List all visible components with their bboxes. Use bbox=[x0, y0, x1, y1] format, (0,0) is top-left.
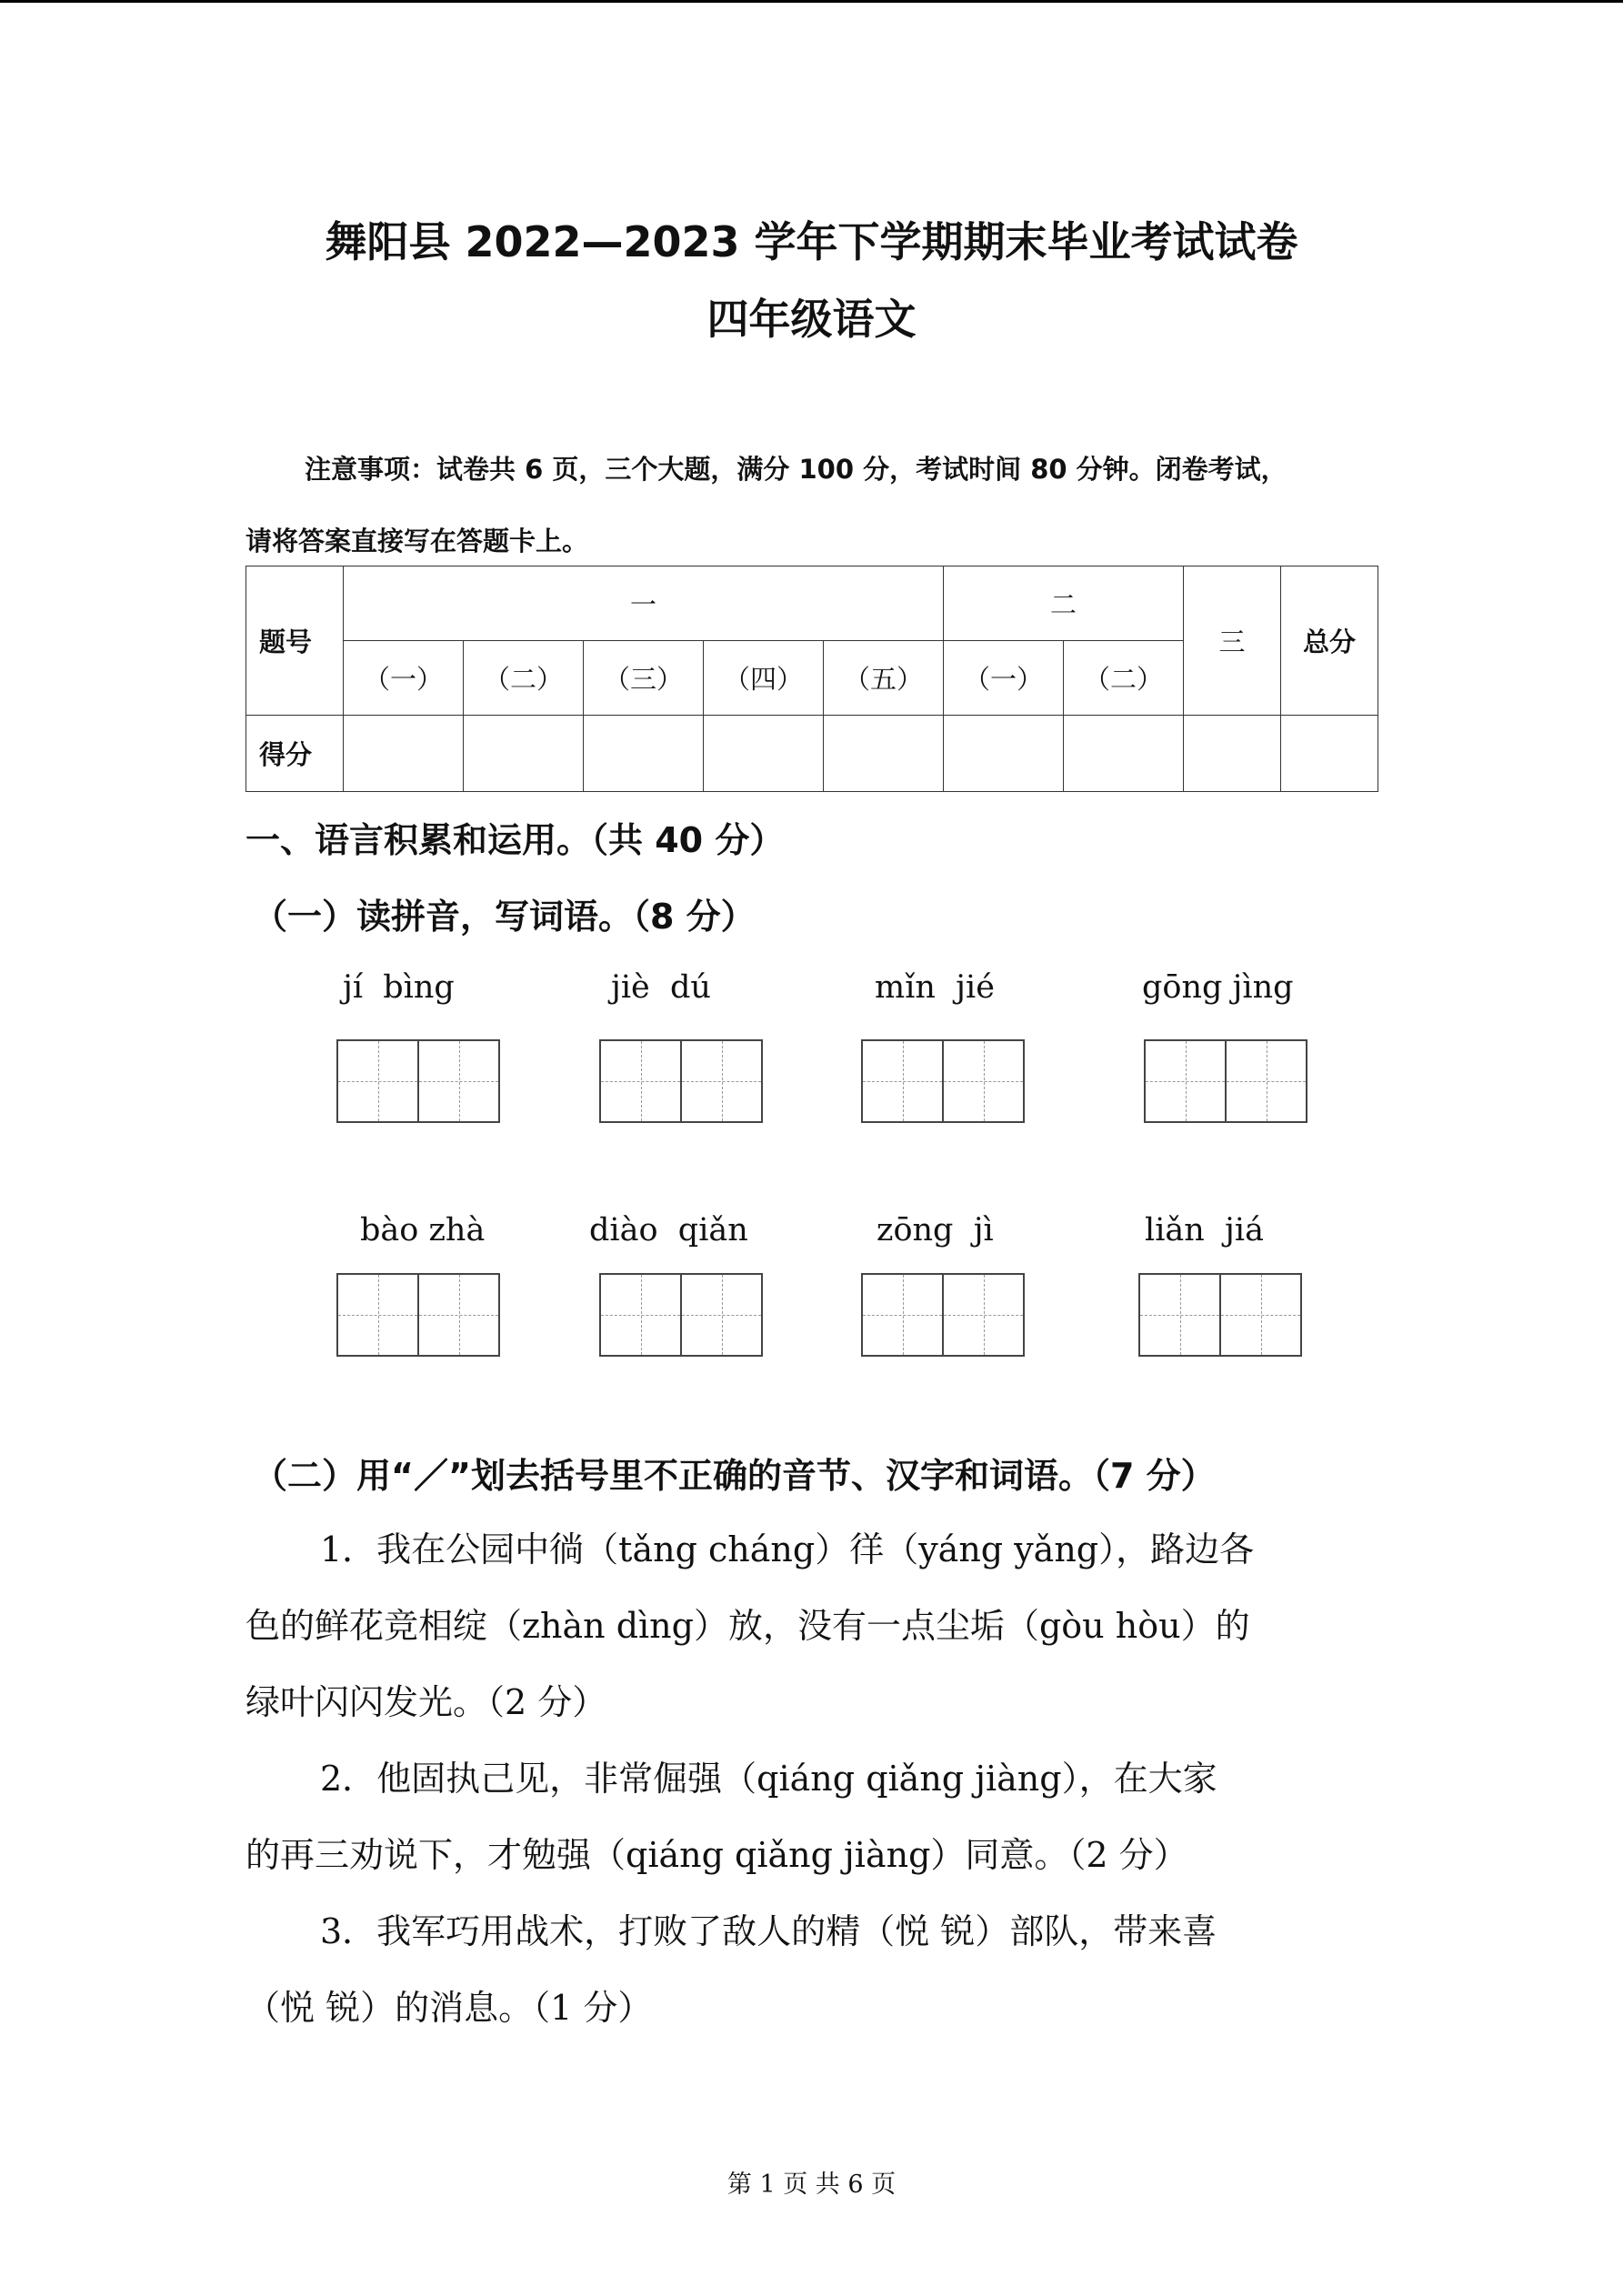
notice-line-1: 注意事项：试卷共 6 页，三个大题，满分 100 分，考试时间 80 分钟。闭卷考试， bbox=[305, 454, 1287, 485]
writing-grid[interactable] bbox=[336, 1273, 500, 1357]
section-1-heading: 一、语言积累和运用。（共 40 分） bbox=[245, 820, 785, 860]
writing-grid[interactable] bbox=[336, 1039, 500, 1123]
pinyin-label: diào qiǎn bbox=[589, 1212, 748, 1248]
writing-grid[interactable] bbox=[599, 1039, 763, 1123]
top-border bbox=[0, 0, 1623, 3]
pinyin-label: mǐn jié bbox=[875, 969, 995, 1006]
exam-title: 舞阳县 2022—2023 学年下学期期末毕业考试试卷 bbox=[325, 217, 1298, 266]
writing-grid[interactable] bbox=[599, 1273, 763, 1357]
score-cell[interactable] bbox=[464, 716, 584, 792]
sub-header: （三） bbox=[584, 641, 704, 716]
question-1-line-2: 色的鲜花竞相绽（zhàn dìng）放，没有一点尘垢（gòu hòu）的 bbox=[245, 1606, 1250, 1646]
sub-header: （一） bbox=[344, 641, 464, 716]
writing-grid[interactable] bbox=[1144, 1039, 1307, 1123]
group-header-2: 二 bbox=[944, 566, 1184, 641]
pinyin-label: liǎn jiá bbox=[1145, 1212, 1264, 1248]
sub-header: （四） bbox=[704, 641, 824, 716]
part-1-heading: （一）读拼音，写词语。（8 分） bbox=[253, 897, 756, 937]
score-cell[interactable] bbox=[944, 716, 1064, 792]
exam-subtitle: 四年级语文 bbox=[706, 295, 917, 344]
pinyin-label: jiè dú bbox=[611, 969, 711, 1006]
sub-header: （二） bbox=[1064, 641, 1184, 716]
pinyin-label: bào zhà bbox=[360, 1212, 486, 1248]
notice-line-2: 请将答案直接写在答题卡上。 bbox=[245, 526, 589, 556]
score-cell[interactable] bbox=[704, 716, 824, 792]
group-header-3: 三 bbox=[1184, 566, 1281, 716]
question-1-line-3: 绿叶闪闪发光。（2 分） bbox=[245, 1682, 607, 1722]
question-3-line-2: （悦 锐）的消息。（1 分） bbox=[245, 1988, 653, 2028]
score-cell[interactable] bbox=[1281, 716, 1378, 792]
sub-header: （五） bbox=[824, 641, 944, 716]
sub-header: （二） bbox=[464, 641, 584, 716]
score-cell[interactable] bbox=[1064, 716, 1184, 792]
score-cell[interactable] bbox=[344, 716, 464, 792]
question-2-line-2: 的再三劝说下，才勉强（qiáng qiǎng jiàng）同意。（2 分） bbox=[245, 1835, 1188, 1875]
pinyin-label: jí bìng bbox=[343, 969, 455, 1006]
question-block bbox=[245, 1511, 1364, 2046]
page-footer: 第 1 页 共 6 页 bbox=[726, 2171, 897, 2199]
score-table bbox=[245, 566, 1378, 792]
part-2-heading: （二）用“／”划去括号里不正确的音节、汉字和词语。（7 分） bbox=[253, 1456, 1216, 1496]
question-2-line-1: 2．他固执己见，非常倔强（qiáng qiǎng jiàng），在大家 bbox=[320, 1759, 1217, 1799]
total-header: 总分 bbox=[1281, 566, 1378, 716]
question-3-line-1: 3．我军巧用战术，打败了敌人的精（悦 锐）部队，带来喜 bbox=[320, 1911, 1217, 1951]
group-header-1: 一 bbox=[344, 566, 944, 641]
pinyin-label: gōng jìng bbox=[1142, 969, 1294, 1006]
question-1-line-1: 1．我在公园中徜（tǎng cháng）徉（yáng yǎng），路边各 bbox=[320, 1529, 1255, 1569]
writing-grid[interactable] bbox=[861, 1039, 1025, 1123]
score-cell[interactable] bbox=[824, 716, 944, 792]
score-cell[interactable] bbox=[584, 716, 704, 792]
row-label-question: 题号 bbox=[246, 566, 344, 716]
score-cell[interactable] bbox=[1184, 716, 1281, 792]
writing-grid[interactable] bbox=[1138, 1273, 1302, 1357]
row-label-score: 得分 bbox=[246, 716, 344, 792]
writing-grid[interactable] bbox=[861, 1273, 1025, 1357]
sub-header: （一） bbox=[944, 641, 1064, 716]
pinyin-label: zōng jì bbox=[877, 1212, 994, 1248]
